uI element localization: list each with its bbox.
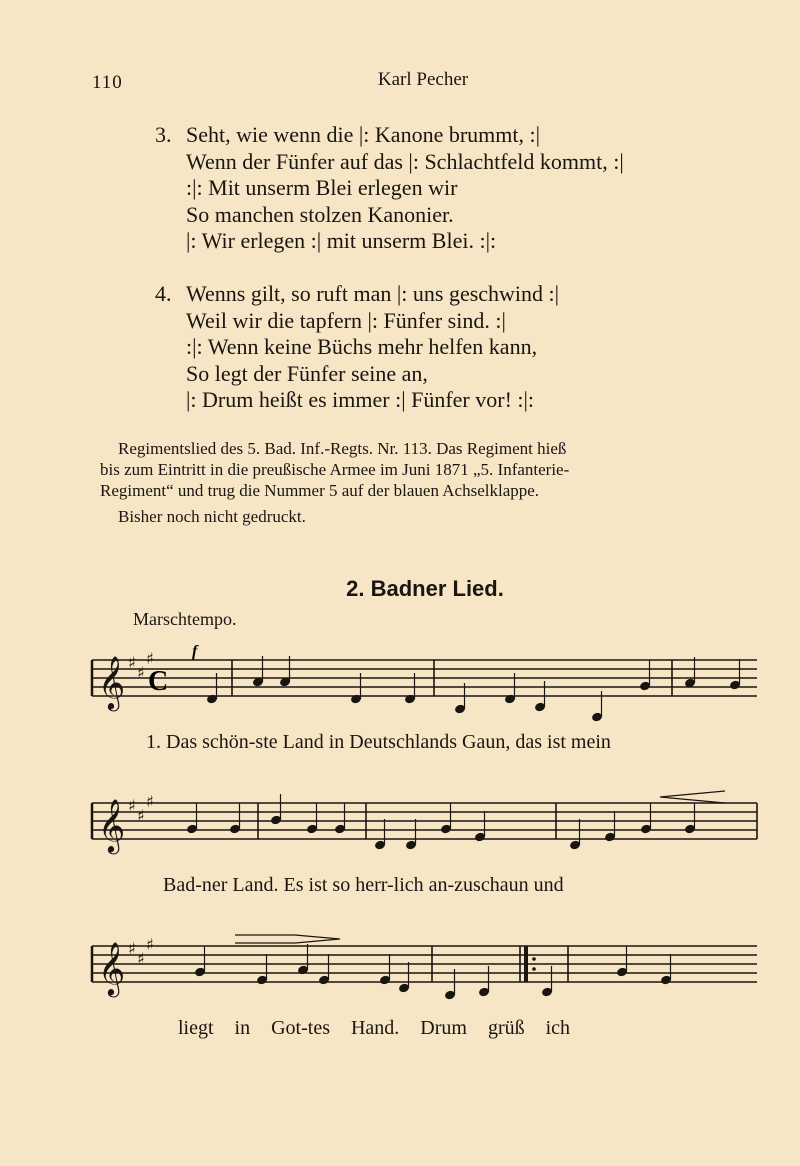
crescendo-hairpin (660, 791, 725, 803)
treble-clef-icon: 𝄞 (98, 941, 126, 995)
dynamic-mark: f (192, 643, 198, 660)
sharp-icon: ♯ (137, 663, 145, 682)
treble-clef-icon: 𝄞 (98, 798, 126, 852)
verse-line: So legt der Fünfer seine an, (186, 360, 428, 386)
repeat-dot (532, 967, 536, 971)
note-unpublished: Bisher noch nicht gedruckt. (118, 507, 306, 526)
verse-line: Weil wir die tapfern |: Fünfer sind. :| (186, 307, 506, 333)
running-head: Karl Pecher (377, 69, 469, 90)
treble-clef-icon: 𝄞 (98, 655, 126, 709)
verse-line: So manchen stolzen Kanonier. (186, 201, 454, 227)
staff-system (92, 935, 757, 1000)
lyrics-line-2: Bad-ner Land. Es ist so herr-lich an-zuschaun und (163, 874, 564, 896)
sharp-icon: ♯ (146, 649, 154, 668)
verse-line: Wenns gilt, so ruft man |: uns geschwind :| (186, 281, 560, 306)
decrescendo-hairpin (235, 935, 340, 943)
stanza-number: 4. (155, 281, 172, 306)
sharp-icon: ♯ (128, 939, 136, 958)
stanza-number: 3. (155, 122, 172, 147)
staff-system (92, 649, 757, 722)
repeat-barline (524, 946, 528, 982)
note-line: Regimentslied des 5. Bad. Inf.-Regts. Nr. 113. Das Regiment hieß (118, 439, 567, 458)
sharp-icon: ♯ (137, 806, 145, 825)
verse-line: |: Drum heißt es immer :| Fünfer vor! :|: (186, 387, 535, 412)
sharp-icon: ♯ (146, 935, 154, 954)
tempo-marking: Marschtempo. (133, 609, 237, 629)
sharp-icon: ♯ (128, 796, 136, 815)
note-line: bis zum Eintritt in die preußische Armee im Juni 1871 „5. Infanterie- (100, 460, 570, 479)
staff-system (92, 792, 757, 854)
page-number: 110 (92, 72, 123, 93)
sharp-icon: ♯ (128, 653, 136, 672)
sharp-icon: ♯ (137, 949, 145, 968)
song-title: 2. Badner Lied. (346, 576, 504, 601)
verse-line: |: Wir erlegen :| mit unserm Blei. :|: (186, 228, 497, 253)
verse-line: Wenn der Fünfer auf das |: Schlachtfeld kommt, :| (186, 148, 624, 174)
time-signature: C (148, 666, 169, 697)
lyrics-line-3: liegt in Got-tes Hand. Drum grüß ich (178, 1017, 571, 1039)
verse-line: Seht, wie wenn die |: Kanone brummt, :| (186, 122, 541, 147)
note-line: Regiment“ und trug die Nummer 5 auf der blauen Achselklappe. (100, 481, 540, 500)
repeat-dot (532, 957, 536, 961)
verse-line: :|: Wenn keine Büchs mehr helfen kann, (186, 334, 538, 359)
sharp-icon: ♯ (146, 792, 154, 811)
verse-line: :|: Mit unserm Blei erlegen wir (186, 175, 458, 200)
lyrics-line-1: 1. Das schön-ste Land in Deutschlands Gaun, das ist mein (146, 731, 611, 753)
